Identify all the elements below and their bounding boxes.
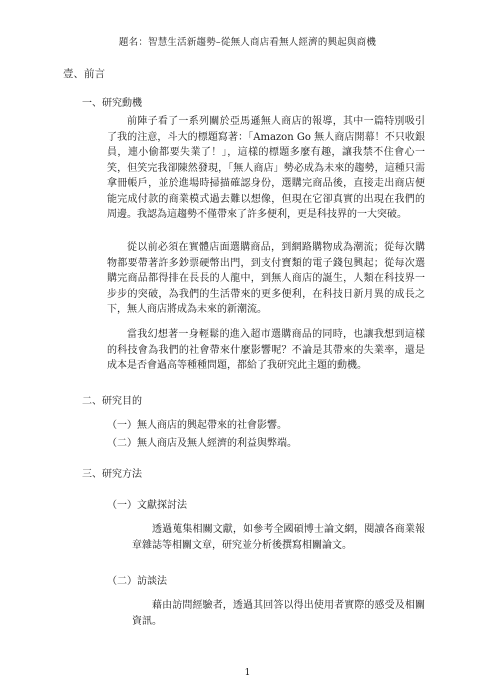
paragraph-motivation-2: 從以前必須在實體店面選購商品，到網路購物成為潮流；從每次購物都要帶著許多鈔票硬幣出門，到支付寶類的電子錢包興起；從每次選購完商品都得排在長長的人龍中，到無人商店的誕生，人類在科技界一步步的突破，為我們的生活帶來的更多便利，在科技日新月異的成長之下，無人商店將成為未來的新潮流。 — [107, 242, 425, 315]
method-heading-interview: （二）訪談法 — [107, 576, 167, 587]
section-heading-preface: 壹、前言 — [63, 68, 105, 80]
paragraph-method-literature: 透過蒐集相關文獻，如參考全國碩博士論文網，閱讀各商業報章雜誌等相關文章，研究並分析後撰寫相關論文。 — [132, 524, 425, 551]
subheading-research-method: 三、研究方法 — [82, 469, 142, 480]
page-number: 1 — [244, 668, 251, 678]
paragraph-method-interview: 藉由訪問經驗者，透過其回答以得出使用者實際的感受及相關資訊。 — [132, 600, 425, 627]
subheading-research-purpose: 二、研究目的 — [82, 396, 142, 407]
list-item-purpose-1: （一）無人商店的興起帶來的社會影響。 — [107, 420, 287, 431]
method-heading-literature: （一）文獻探討法 — [107, 500, 187, 511]
page-header-title: 題名：智慧生活新趨勢–從無人商店看無人經濟的興起與商機 — [118, 37, 377, 48]
subheading-research-motivation: 一、研究動機 — [82, 98, 142, 109]
list-item-purpose-2: （二）無人商店及無人經濟的利益與弊端。 — [107, 438, 297, 449]
paragraph-motivation-3: 當我幻想著一身輕鬆的進入超市選購商品的同時，也讓我想到這樣的科技會為我們的社會帶來什麼影響呢？不論是其帶來的失業率，還是成本是否會過高等種種問題，都給了我研究此主題的動機。 — [107, 329, 425, 371]
paragraph-motivation-1: 前陣子看了一系列關於亞馬遜無人商店的報導，其中一篇特別吸引了我的注意，斗大的標題寫著：「Amazon Go 無人商店開幕！不只收銀員，連小偷都要失業了！」，這樣的標題多麼有趣，讓我禁不住會心一笑，但笑完我卻陳然發現，「無人商店」勢必成為未來的趨勢，這種只需拿冊帳戶，並於進場時掃描確認身份，選購完商品後，直接走出商店便能完成付款的商業模式過去難以想像，但現在它卻真實的出現在我們的周邊。我認為這趨勢不僅帶來了許多便利，更是科技界的一大突破。 — [107, 116, 425, 220]
